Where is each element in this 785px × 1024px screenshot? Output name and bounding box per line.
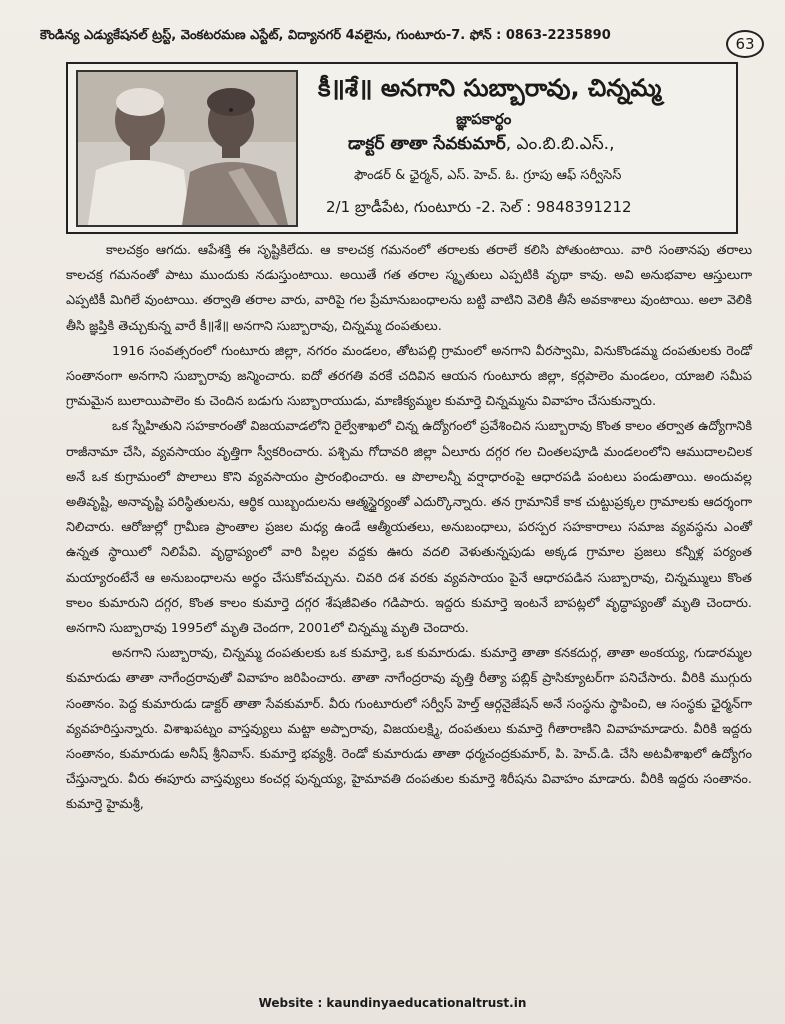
memorial-title: కీ॥శే॥ అనగాని సుబ్బారావు, చిన్నమ్మ <box>318 74 662 102</box>
sponsor-name: డాక్టర్ తాతా సేవకుమార్ <box>348 134 506 154</box>
couple-photo-image <box>78 72 296 225</box>
article-body <box>66 238 752 818</box>
paragraph-4: అనగాని సుబ్బారావు, చిన్నమ్మ దంపతులకు ఒక కుమార్తె, ఒక కుమారుడు. కుమార్తె తాతా కనకదుర్గ, తాతా అంకయ్య, గుడారమ్మల కుమారుడు తాతా నాగేంద్రరావుతో వివాహం జరిపించారు. తాతా నాగేంద్రరావు వృత్తి రీత్యా పబ్లిక్ ప్రాసిక్యూటర్‌గా పనిచేసారు. వీరికి ముగ్గురు సంతానం. పెద్ద కుమారుడు డాక్టర్ తాతా సేవకుమార్. వీరు గుంటూరులో సర్వీస్ హెల్త్ ఆర్గనైజేషన్ అనే సంస్థను స్థాపించి, ఆ సంస్థకు ఛైర్మన్‌గా వ్యవహరిస్తున్నారు. విశాఖపట్నం వాస్తవ్యులు మట్టా అప్పారావు, విజయలక్ష్మి, దంపతులు కుమార్తె గీతారాణిని వివాహమాడారు. వీరికి ఇద్దరు సంతానం, కుమారుడు అనీష్ శ్రీనివాస్. కుమార్తె భవ్యశ్రీ. రెండో కుమారుడు తాతా ధర్మచంద్రకుమార్, పి. హెచ్.డి. చేసి అటవీశాఖలో ఉద్యోగం చేస్తున్నారు. వీరు ఈపూరు వాస్తవ్యులు కంచర్ల పున్నయ్య, హైమావతి దంపతుల కుమార్తె శిరీషను వివాహం మాడారు. వీరికి ఇద్దరు సంతానం. కుమార్తె హైమశ్రీ, <box>66 646 752 813</box>
page-number: 63 <box>726 30 764 58</box>
memorial-box <box>66 62 738 234</box>
paragraph-1: కాలచక్రం ఆగదు. ఆపేశక్తి ఈ సృష్టికిలేదు. ఆ కాలచక్ర గమనంలో తరాలకు తరాలే కలిసి పోతుంటాయి. వారి సంతానపు తరాలు కాలచక్ర గమనంతో పాటు ముందుకు నడుస్తుంటాయి. అయితే గత తరాల స్మృతులు ఎప్పటికి వృథా కావు. అవి అనుభవాల ఆస్తులుగా ఎప్పటికీ మిగిలే వుంటాయి. తర్వాతి తరాల వారు, వారిపై గల ప్రేమానుబంధాలను బట్టి వాటిని వెలికి తీసే అవకాశాలు వుంటాయి. అలా వెలికి తీసి జ్ఞప్తికి తెచ్చుకున్న వారే కీ॥శే॥ అనగాని సుబ్బారావు, చిన్నమ్మ దంపతులు. <box>66 243 752 334</box>
sponsor-line <box>348 134 615 158</box>
sponsor-role: ఫౌండర్ & ఛైర్మన్, ఎస్. హెచ్. ఓ. గ్రూపు ఆఫ్ సర్వీసెస్ <box>354 168 622 183</box>
sponsor-address: 2/1 బ్రాడీపేట, గుంటూరు -2. సెల్ : 9848391212 <box>326 198 632 216</box>
memorial-subtitle: జ్ఞాపకార్థం <box>456 110 512 128</box>
website-footer: Website : kaundinyaeducationaltrust.in <box>258 996 527 1010</box>
page-header: కౌండిన్య ఎడ్యుకేషనల్ ట్రస్ట్, వెంకటరమణ ఎస్టేట్, విద్యానగర్ 4వలైను, గుంటూరు-7. ఫోన్ : 0863-2235890 <box>40 28 611 43</box>
couple-photo <box>76 70 298 227</box>
sponsor-degree: , ఎం.బి.బి.ఎస్., <box>505 134 615 154</box>
paragraph-2: 1916 సంవత్సరంలో గుంటూరు జిల్లా, నగరం మండలం, తోటపల్లి గ్రామంలో అనగాని వీరస్వామి, వినుకొండమ్మ దంపతులకు రెండో సంతానంగా అనగాని సుబ్బారావు జన్మించారు. ఐదో తరగతి వరకే చదివిన ఆయన గుంటూరు జిల్లా, కర్లపాలెం మండలం, యాజలి సమీప గ్రామమైన బులాయిపాలెం కు చెందిన బడుగు సుబ్బారాయుడు, మాణిక్యమ్మల కుమార్తె చిన్నమ్మను వివాహం చేసుకున్నారు. <box>66 343 752 410</box>
paragraph-3: ఒక స్నేహితుని సహకారంతో విజయవాడలోని రైల్వేశాఖలో చిన్న ఉద్యోగంలో ప్రవేశించిన సుబ్బారావు కొంత కాలం తర్వాత ఉద్యోగానికి రాజీనామా చేసి, వ్యవసాయం వృత్తిగా స్వీకరించారు. పశ్చిమ గోదావరి జిల్లా ఏలూరు దగ్గర గల చింతలపూడి మండలంలోని ఆముదాలచిలక అనే ఒక కుగ్రామంలో పొలాలు కొని వ్యవసాయం ప్రారంభించారు. ఆ పొలాలన్నీ వర్షాధారంపై ఆధారపడి పంటలు పండుతాయి. అందువల్ల అతివృష్టి, అనావృష్టి పరిస్థితులను, ఆర్థిక యిబ్బందులను ఆత్మస్థైర్యంతో ఎదుర్కొన్నారు. తన గ్రామానికే కాక చుట్టుప్రక్కల గ్రామాలకు ఆదర్శంగా నిలిచారు. ఆరోజుల్లో గ్రామీణ ప్రాంతాల ప్రజల మధ్య ఉండే ఆత్మీయతలు, అనుబంధాలు, పరస్పర సహకారాలు సమాజ వ్యవస్థను ఎంతో ఉన్నత స్థాయిలో నిలిపేవి. వృద్ధాప్యంలో వారి పిల్లల వద్దకు ఊరు వదలి వెళుతున్నపుడు అక్కడ గ్రామాల ప్రజలు కన్నీళ్ల పర్యంత మయ్యారంటేనే ఆ అనుబంధాలను అర్థం చేసుకోవచ్చును. చివరి దశ వరకు వ్యవసాయం పైనే ఆధారపడిన సుబ్బారావు, చిన్నమ్ములు కొంత కాలం కుమారుని దగ్గర, కొంత కాలం కుమార్తె దగ్గర శేషజీవితం గడిపారు. ఇద్దరు కుమార్తె ఇంటనే బాపట్లలో వృద్ధాప్యంతో మృతి చెందారు. అనగాని సుబ్బారావు 1995లో మృతి చెందగా, 2001లో చిన్నమ్మ మృతి చెందారు. <box>66 419 752 637</box>
